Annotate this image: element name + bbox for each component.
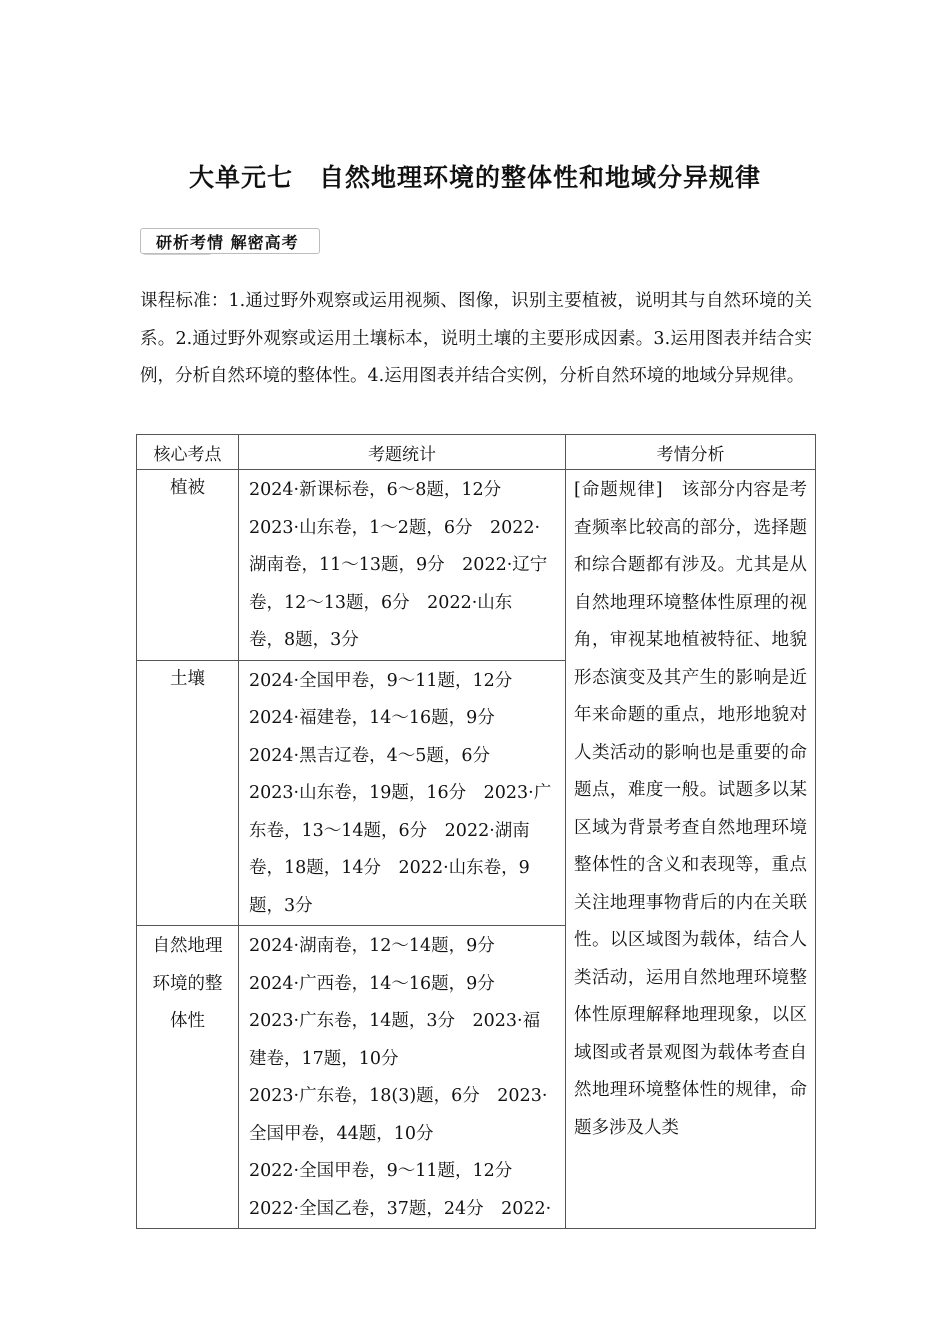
stats-line: 2024·福建卷，14～16题，9分 <box>249 708 495 728</box>
header-topic: 核心考点 <box>137 435 239 470</box>
stats-line: 2023·广东卷，14题，3分 2023·福 <box>249 1011 541 1031</box>
stats-line: 2024·广西卷，14～16题，9分 <box>249 973 495 994</box>
analysis-text: 该部分内容是考查频率比较高的部分，选择题和综合题都有涉及。尤其是从自然地理环境整体性原理的视角，审视某地植被特征、地貌形态演变及其产生的影响是近年来命题的重点，地形地貌对人类活动的影响也是重要的命题点，难度一般。试题多以某区域为背景考查自然地理环境整体性的含义和表现等，重点关注地理事物背后的内在关联性。以区域图为载体，结合人类活动，运用自然地理环境整体性原理解释地理现象，以区域图或者景观图为载体考查自然地理环境整体性的规律，命题多涉及人类 <box>574 480 808 1138</box>
topic-cell: 植被 <box>137 470 239 661</box>
stats-line: 2024·全国甲卷，9～11题，12分 <box>249 670 513 691</box>
header-analysis: 考情分析 <box>566 435 816 470</box>
stats-cell <box>239 926 566 1229</box>
stats-cell <box>239 470 566 661</box>
banner-label: 研析考情 解密高考 <box>156 233 299 252</box>
stats-line: 全国甲卷，44题，10分 <box>249 1123 434 1144</box>
topic-cell: 自然地理环境的整体性 <box>137 926 239 1229</box>
stats-line: 2023·广东卷，18(3)题，6分 2023· <box>249 1086 548 1106</box>
header-stats: 考题统计 <box>239 435 566 470</box>
stats-line: 卷，18题，14分 2022·山东卷，9 <box>249 858 530 878</box>
exam-analysis-table <box>136 434 816 1229</box>
stats-line: 湖南卷，11～13题，9分 2022·辽宁 <box>249 555 548 575</box>
stats-line: 2022·全国甲卷，9～11题，12分 <box>249 1161 513 1181</box>
section-banner <box>140 228 320 254</box>
stats-line: 东卷，13～14题，6分 2022·湖南 <box>249 820 530 841</box>
table-header-row <box>137 435 816 470</box>
topic-cell: 土壤 <box>137 660 239 926</box>
analysis-cell <box>566 470 816 1229</box>
stats-line: 2022·全国乙卷，37题，24分 2022· <box>249 1198 552 1219</box>
page-title: 大单元七 自然地理环境的整体性和地域分异规律 <box>188 163 761 192</box>
stats-line: 题，3分 <box>249 895 313 916</box>
curriculum-standard: 课程标准：1.通过野外观察或运用视频、图像，识别主要植被，说明其与自然环境的关系。2.通过野外观察或运用土壤标本，说明土壤的主要形成因素。3.运用图表并结合实例，分析自然环境的整体性。4.运用图表并结合实例，分析自然环境的地域分异规律。 <box>140 291 812 386</box>
stats-line: 2023·山东卷，19题，16分 2023·广 <box>249 783 552 803</box>
stats-line: 2023·山东卷，1～2题，6分 2022· <box>249 517 541 538</box>
stats-line: 卷，8题，3分 <box>249 630 359 650</box>
analysis-tag: [命题规律] <box>574 480 664 500</box>
stats-line: 2024·黑吉辽卷，4～5题，6分 <box>249 745 491 766</box>
stats-cell <box>239 660 566 926</box>
stats-line: 卷，12～13题，6分 2022·山东 <box>249 592 513 613</box>
stats-line: 建卷，17题，10分 <box>249 1048 399 1069</box>
table-row <box>137 470 816 661</box>
stats-line: 2024·湖南卷，12～14题，9分 <box>249 936 495 956</box>
stats-line: 2024·新课标卷，6～8题，12分 <box>249 480 502 500</box>
